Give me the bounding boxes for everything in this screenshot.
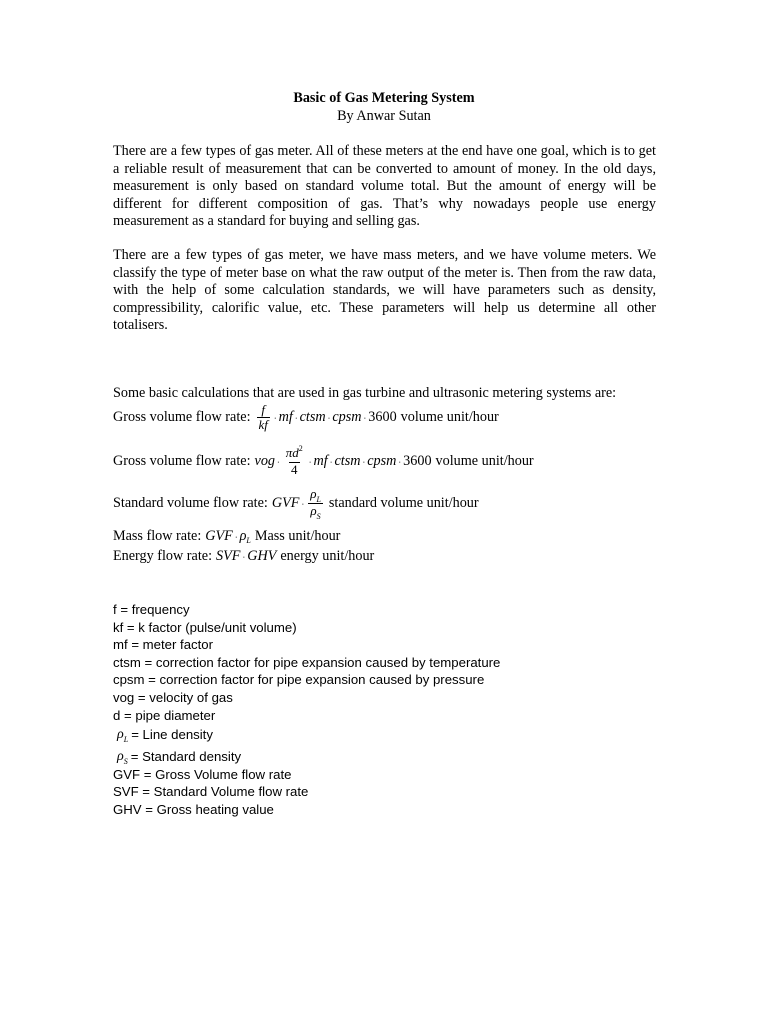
exponent-2: 2 <box>298 444 303 453</box>
equation-unit: volume unit/hour <box>400 408 499 425</box>
equation-label: Energy flow rate: <box>113 548 213 564</box>
fraction-numerator: f <box>261 402 266 417</box>
equation-energy-flow <box>113 548 374 566</box>
equation-label: Gross volume flow rate: <box>113 452 251 469</box>
equation-standard-volume <box>113 487 479 520</box>
definition-item: SVF = Standard Volume flow rate <box>113 784 309 800</box>
paragraph-2: There are a few types of gas meter, we have mass meters, and we have volume meters. We classify the type of meter base on what the raw output of the meter is. Then from the raw data, with the help of some calculation standards, we will have parameters such as density, compressibility, calorific value, etc. These parameters will help us determine all other totalisers. <box>113 247 656 333</box>
definition-item: GVF = Gross Volume flow rate <box>113 767 292 782</box>
multiply-dot: ⋅ <box>329 457 333 467</box>
calculations-intro: Some basic calculations that are used in gas turbine and ultrasonic metering systems are: <box>113 385 617 401</box>
definition-text: = Line density <box>131 727 213 743</box>
equation-unit: volume unit/hour <box>435 452 534 469</box>
rho-subscript: L <box>246 536 251 545</box>
fraction-pi-d2-over-4 <box>284 446 305 477</box>
definition-item: f = frequency <box>113 602 190 617</box>
rho-symbol: ρ <box>310 503 317 518</box>
equation-gross-volume-1 <box>113 403 499 432</box>
definition-text: = Standard density <box>130 749 242 765</box>
term-svf: SVF <box>216 548 241 564</box>
multiply-dot: ⋅ <box>308 457 312 467</box>
definitions-list-end <box>113 766 308 818</box>
multiply-dot: ⋅ <box>242 553 246 562</box>
multiply-dot: ⋅ <box>301 499 305 509</box>
multiply-dot: ⋅ <box>398 457 402 467</box>
paragraph-1: There are a few types of gas meter. All of these meters at the end have one goal, which is to get a reliable result of measurement that can be converted to amount of money. In the old days, measurement is only based on standard volume total. But the amount of energy will be different for different composition of gas. That’s why nowadays people use energy measurement as a standard for buying and selling gas. <box>113 143 656 229</box>
multiply-dot: ⋅ <box>363 413 367 423</box>
definition-item: GHV = Gross heating value <box>113 801 274 817</box>
equation-label: Gross volume flow rate: <box>113 408 251 425</box>
equation-gross-volume-2 <box>113 446 534 477</box>
term-mf: mf <box>313 452 328 469</box>
constant-3600: 3600 <box>368 408 397 425</box>
definition-rho-line <box>113 724 500 746</box>
fraction-numerator <box>284 446 305 462</box>
definition-item: mf = meter factor <box>113 637 214 653</box>
rho-subscript: L <box>123 734 129 744</box>
term-gvf: GVF <box>271 494 300 511</box>
term-ghv: GHV <box>247 548 277 564</box>
equation-mass-flow <box>113 528 340 546</box>
fraction-denominator: kf <box>258 417 268 432</box>
rho-symbol: ρ <box>239 528 247 544</box>
rho-subscript: L <box>316 495 321 504</box>
rho-symbol: ρ <box>310 486 317 501</box>
definitions-list <box>113 601 500 768</box>
equation-unit: Mass unit/hour <box>254 528 341 544</box>
term-gvf: GVF <box>205 528 233 544</box>
document-title: Basic of Gas Metering System <box>293 90 475 106</box>
multiply-dot: ⋅ <box>327 413 331 423</box>
rho-subscript: S <box>316 512 321 521</box>
fraction-denominator <box>308 503 322 520</box>
fraction-denominator: 4 <box>291 462 298 477</box>
definition-item: ctsm = correction factor for pipe expansion caused by temperature <box>113 654 501 670</box>
multiply-dot: ⋅ <box>234 533 238 542</box>
term-cpsm: cpsm <box>332 408 362 425</box>
fraction-numerator <box>308 487 323 503</box>
definition-rho-standard <box>113 746 500 768</box>
term-cpsm: cpsm <box>367 452 397 469</box>
fraction-f-over-kf <box>257 403 270 432</box>
multiply-dot: ⋅ <box>362 457 366 467</box>
rho-symbol: $\rho_S$ <box>117 748 128 766</box>
term-ctsm: ctsm <box>334 452 361 469</box>
multiply-dot: ⋅ <box>277 457 280 467</box>
definition-item: d = pipe diameter <box>113 707 216 723</box>
rho-subscript: S <box>123 756 128 766</box>
equation-unit: energy unit/hour <box>280 548 375 564</box>
constant-3600: 3600 <box>403 452 432 469</box>
equation-label: Mass flow rate: <box>113 528 202 544</box>
term-ctsm: ctsm <box>299 408 326 425</box>
rho-symbol: $\rho_L$ <box>117 726 129 744</box>
multiply-dot: ⋅ <box>294 413 298 423</box>
term-vog: vog <box>254 452 276 469</box>
term-mf: mf <box>278 408 293 425</box>
document-author: By Anwar Sutan <box>337 108 431 124</box>
multiply-dot: ⋅ <box>273 413 277 423</box>
equation-label: Standard volume flow rate: <box>113 494 268 511</box>
definition-item: kf = k factor (pulse/unit volume) <box>113 619 297 635</box>
definition-item: vog = velocity of gas <box>113 689 233 705</box>
fraction-rhoL-over-rhoS <box>308 487 323 520</box>
numerator-pi-d: πd <box>285 445 299 460</box>
definition-item: cpsm = correction factor for pipe expansion caused by pressure <box>113 672 485 688</box>
equation-unit: standard volume unit/hour <box>328 494 479 511</box>
